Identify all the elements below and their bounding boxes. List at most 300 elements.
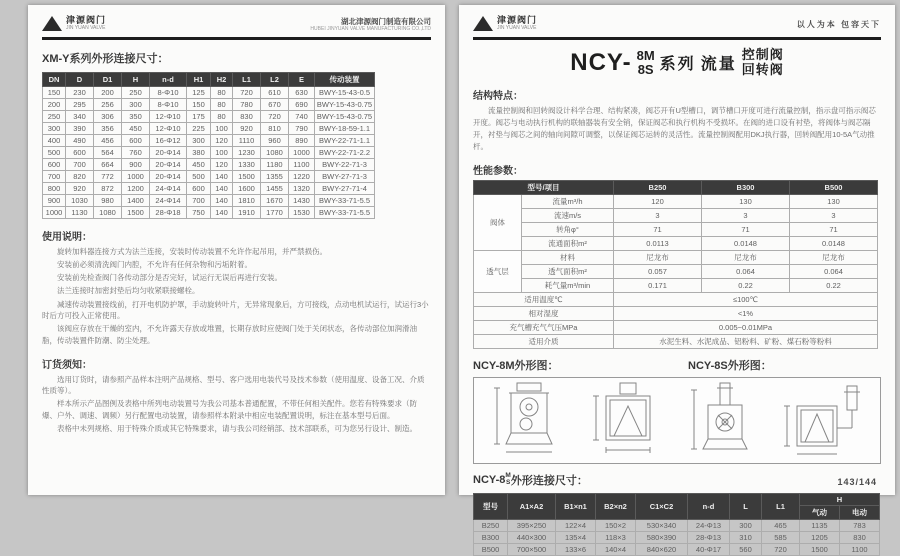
table-cell: 900	[122, 159, 150, 171]
table-cell: 100	[211, 123, 233, 135]
table-cell: 1670	[261, 195, 289, 207]
table-cell: 1500	[800, 543, 840, 555]
table-cell: 0.0113	[614, 236, 702, 250]
table-cell: 250	[43, 111, 66, 123]
table-cell: 840×620	[636, 543, 688, 555]
table-cell: DN	[43, 73, 66, 87]
table-cell: 130	[702, 194, 790, 208]
table-cell: 1100	[289, 159, 315, 171]
table-cell: 564	[94, 147, 122, 159]
table-cell: 1600	[233, 183, 261, 195]
table-row	[474, 194, 878, 208]
page-header	[473, 13, 881, 35]
table-cell: 783	[840, 519, 880, 531]
table-cell: 830	[840, 531, 880, 543]
table-cell: 1080	[94, 207, 122, 219]
table-row	[474, 278, 878, 292]
table-cell: 872	[94, 183, 122, 195]
table-cell: 700	[187, 195, 211, 207]
table-cell: 175	[187, 111, 211, 123]
table-row	[474, 543, 880, 555]
company-logo	[473, 16, 537, 31]
table-cell: 阀体	[474, 194, 522, 250]
table-cell: B300	[702, 180, 790, 194]
paragraph: 选用订货时，请参照产品样本注明产品规格、型号、客户选用电装代号及技术参数（使用温度、设备工况、介质性质等）。	[42, 374, 425, 396]
drawing-title-8m: NCY-8M外形图：	[473, 359, 559, 372]
section-title-dimensions: XM-Y系列外形连接尺寸：	[42, 53, 169, 65]
table-cell: 20-Φ14	[150, 171, 187, 183]
table-cell: 电动	[840, 505, 880, 519]
table-cell: 140	[211, 183, 233, 195]
table-cell: 664	[94, 159, 122, 171]
table-cell: B500	[790, 180, 878, 194]
table-cell: BWY-15-43-0.5	[315, 87, 375, 99]
series-variant-top: 8M	[636, 48, 655, 64]
table-row	[474, 236, 878, 250]
outline-drawings-box	[473, 377, 881, 464]
table-row	[43, 183, 375, 195]
table-cell: 1000	[122, 171, 150, 183]
table-cell: 920	[66, 183, 94, 195]
table-cell: 500	[187, 171, 211, 183]
table-cell: 71	[702, 222, 790, 236]
table-cell: 适用温度℃	[474, 292, 614, 306]
paragraph: 法兰连接时加密封垫后均匀收紧联接螺栓。	[57, 286, 200, 296]
page-header	[42, 13, 431, 35]
table-cell: 256	[94, 99, 122, 111]
table-row	[43, 195, 375, 207]
table-cell: 140	[211, 207, 233, 219]
table-row	[474, 222, 878, 236]
table-cell: D1	[94, 73, 122, 87]
table-cell: 转角φ°	[522, 222, 614, 236]
table-cell: 1430	[289, 195, 315, 207]
table-cell: BWY-27-71-4	[315, 183, 375, 195]
table-row	[43, 135, 375, 147]
table-cell: D	[66, 73, 94, 87]
table-cell: 1500	[122, 207, 150, 219]
table-cell: 490	[66, 135, 94, 147]
table-cell: 1810	[233, 195, 261, 207]
table-cell: 80	[211, 99, 233, 111]
table-cell: 1100	[840, 543, 880, 555]
table-cell: 390	[66, 123, 94, 135]
table-cell: 材料	[522, 250, 614, 264]
drawing-titles	[473, 357, 881, 373]
paragraph: 安装前必须清洗阀门内腔，不允许有任何杂物和污垢附着。	[57, 260, 252, 270]
table-cell: 610	[261, 87, 289, 99]
logo-subtitle: JIN YUAN VALVE	[66, 25, 106, 32]
table-cell: 40-Φ17	[688, 543, 730, 555]
company-name-en: HUBEI JINYUAN VALVE MANUFACTURING CO.,LTD	[310, 25, 431, 32]
table-cell: 456	[94, 135, 122, 147]
valve-type-stack	[742, 48, 784, 78]
table-row	[474, 519, 880, 531]
table-cell: A1×A2	[508, 493, 556, 519]
table-cell: 流速m/s	[522, 208, 614, 222]
table-cell: 80	[211, 87, 233, 99]
table-cell: 140	[211, 171, 233, 183]
table-cell: n-d	[150, 73, 187, 87]
table-cell: 1080	[261, 147, 289, 159]
table-cell: 0.005~0.01MPa	[614, 320, 878, 334]
table-cell: 1530	[289, 207, 315, 219]
table-cell: 600	[187, 183, 211, 195]
ncy-8m-side-drawing	[582, 380, 674, 460]
logo-name: 津源阀门	[497, 15, 538, 26]
table-cell: 1770	[261, 207, 289, 219]
series-title	[473, 48, 881, 78]
table-row	[474, 531, 880, 543]
table-cell: 700×500	[508, 543, 556, 555]
valve-type-top: 控制阀	[741, 47, 784, 62]
table-cell: 12-Φ10	[150, 123, 187, 135]
table-cell: H	[122, 73, 150, 87]
header-rule	[473, 37, 881, 40]
table-row	[43, 159, 375, 171]
table-cell: 700	[66, 159, 94, 171]
paragraph: 旋转加料器连接方式为法兰连接，安装时传动装置不允许作起吊用，并严禁损伤。	[57, 247, 327, 256]
table-cell: 150	[187, 99, 211, 111]
table-cell: 560	[730, 543, 762, 555]
table-cell: B250	[474, 519, 508, 531]
table-cell: 450	[187, 159, 211, 171]
table-cell: 122×4	[556, 519, 596, 531]
table-cell: 71	[614, 222, 702, 236]
table-cell: 尼龙布	[702, 250, 790, 264]
table-header-row	[474, 493, 880, 505]
table-cell: BWY-33-71-5.5	[315, 207, 375, 219]
table-row	[474, 334, 878, 348]
table-cell: 960	[261, 135, 289, 147]
table-cell: 440×300	[508, 531, 556, 543]
catalog-page-right	[459, 5, 895, 554]
table-cell: 3	[702, 208, 790, 222]
table-cell: 772	[94, 171, 122, 183]
paragraph: 表格中未列规格、用于特殊介质或其它特殊要求，请与我公司经销部、技术部联系，可为您另行设计、制造。	[57, 424, 417, 433]
table-cell: 125	[187, 87, 211, 99]
table-cell: 传动装置	[315, 73, 375, 87]
features-title: 结构特点：	[473, 90, 523, 102]
table-cell: L2	[261, 73, 289, 87]
conn-variant-top: M	[505, 472, 511, 480]
table-cell: 465	[762, 519, 800, 531]
table-cell: 530×340	[636, 519, 688, 531]
table-cell: 810	[261, 123, 289, 135]
table-cell: H	[800, 493, 880, 505]
table-cell: 型号	[474, 493, 508, 519]
table-cell: 尼龙布	[614, 250, 702, 264]
table-cell: 1220	[289, 171, 315, 183]
table-cell: 295	[66, 99, 94, 111]
table-cell: 830	[233, 111, 261, 123]
table-cell: 水泥生料、水泥成品、铝粉料、矿粉、煤石粉等粉料	[614, 334, 878, 348]
table-cell: 500	[43, 147, 66, 159]
table-cell: 690	[289, 99, 315, 111]
table-cell: 3	[790, 208, 878, 222]
logo-name: 津源阀门	[66, 15, 107, 26]
table-cell: 1500	[233, 171, 261, 183]
table-cell: 900	[43, 195, 66, 207]
table-cell: 耗气量m³/min	[522, 278, 614, 292]
table-cell: 24-Φ14	[150, 183, 187, 195]
table-cell: 720	[233, 87, 261, 99]
company-name: 湖北津源阀门制造有限公司	[341, 16, 431, 26]
table-cell: BWY-27-71-3	[315, 171, 375, 183]
table-cell: 380	[187, 147, 211, 159]
table-cell: <1%	[614, 306, 878, 320]
table-cell: 1135	[800, 519, 840, 531]
table-cell: BWY-15-43-0.75	[315, 99, 375, 111]
table-cell: 118×3	[596, 531, 636, 543]
table-cell: 920	[233, 123, 261, 135]
table-cell: 135×4	[556, 531, 596, 543]
table-cell: 0.22	[790, 278, 878, 292]
performance-title: 性能参数：	[473, 165, 523, 177]
table-row	[474, 306, 878, 320]
logo-subtitle: JIN YUAN VALVE	[497, 25, 537, 32]
table-cell: 120	[211, 135, 233, 147]
dimension-table	[42, 72, 375, 219]
table-cell: 140×4	[596, 543, 636, 555]
company-logo	[42, 16, 106, 31]
table-cell: 0.22	[702, 278, 790, 292]
table-cell: 760	[122, 147, 150, 159]
table-cell: 780	[233, 99, 261, 111]
table-cell: 310	[730, 531, 762, 543]
table-row	[474, 250, 878, 264]
table-cell: L	[730, 493, 762, 519]
table-cell: BWY-33-71-5.5	[315, 195, 375, 207]
table-row	[474, 208, 878, 222]
table-cell: BWY-22-71-1.1	[315, 135, 375, 147]
table-row	[43, 147, 375, 159]
order-notes	[42, 374, 431, 435]
table-row	[43, 123, 375, 135]
table-cell: 适用介质	[474, 334, 614, 348]
table-cell: 890	[289, 135, 315, 147]
paragraph: 样本所示产品图例及表格中所列电动装置号为我公司基本普通配置，不带任何相关配件。您若有特殊要求（防爆、户外、调速、调频）另行配置电动装置，请参照样本附录中相应电装配置说明，标注在基本型号后面。	[42, 399, 417, 420]
table-cell: L1	[233, 73, 261, 87]
table-cell: 230	[66, 87, 94, 99]
table-cell: 流通面积m²	[522, 236, 614, 250]
table-cell: 1910	[233, 207, 261, 219]
usage-notes-title: 使用说明：	[42, 232, 92, 243]
table-cell: BWY-18-59-1.1	[315, 123, 375, 135]
table-cell: ≤100℃	[614, 292, 878, 306]
table-cell: 透气面积m²	[522, 264, 614, 278]
table-cell: 130	[790, 194, 878, 208]
table-cell: 100	[211, 147, 233, 159]
table-cell: 400	[43, 135, 66, 147]
table-cell: H2	[211, 73, 233, 87]
table-cell: 1230	[233, 147, 261, 159]
series-variant-bottom: 8S	[637, 61, 654, 77]
table-row	[474, 320, 878, 334]
table-cell: 133×6	[556, 543, 596, 555]
table-row	[43, 87, 375, 99]
table-cell: 1320	[289, 183, 315, 195]
table-cell: 630	[289, 87, 315, 99]
table-cell: 600	[66, 147, 94, 159]
ncy-8s-side-drawing	[779, 380, 871, 460]
table-cell: 225	[187, 123, 211, 135]
paragraph: 安装前先检查阀门各传动部分是否完好，试运行无误后再进行安装。	[57, 273, 282, 283]
table-cell: 720	[762, 543, 800, 555]
conn-variant-bottom: S	[505, 478, 511, 486]
table-cell: 16-Φ12	[150, 135, 187, 147]
table-cell: 600	[122, 135, 150, 147]
table-cell: 356	[94, 123, 122, 135]
table-cell: 12-Φ10	[150, 111, 187, 123]
table-cell: 250	[122, 87, 150, 99]
table-cell: 580×390	[636, 531, 688, 543]
table-cell: 24-Φ14	[150, 195, 187, 207]
page-number: 143/144	[837, 477, 877, 487]
table-cell: 340	[66, 111, 94, 123]
paragraph: 该阀应存放在干燥的室内，不允许露天存放或堆置，长期存放时应使阀门处于关闭状态，各传动部位加润滑油脂，传动装置件防潮、防尘处理。	[42, 324, 417, 345]
table-row	[43, 99, 375, 111]
table-cell: 28-Φ13	[688, 531, 730, 543]
table-cell: 相对湿度	[474, 306, 614, 320]
table-cell: 600	[43, 159, 66, 171]
table-cell: 200	[43, 99, 66, 111]
table-cell: 1455	[261, 183, 289, 195]
table-cell: 1110	[233, 135, 261, 147]
table-cell: 1000	[43, 207, 66, 219]
drawing-title-8s: NCY-8S外形图：	[688, 359, 772, 372]
order-notes-title: 订货须知：	[42, 359, 92, 371]
table-cell: 750	[187, 207, 211, 219]
performance-table	[473, 180, 878, 349]
table-cell: 790	[289, 123, 315, 135]
table-cell: B250	[614, 180, 702, 194]
logo-mountain-icon	[473, 16, 493, 31]
table-cell: 0.057	[614, 264, 702, 278]
conn-title-suffix: 外形连接尺寸：	[510, 474, 588, 487]
table-cell: 150	[43, 87, 66, 99]
table-header-row	[43, 73, 375, 87]
conn-title-prefix: NCY-8	[473, 473, 506, 486]
table-cell: 尼龙布	[790, 250, 878, 264]
connection-table	[473, 493, 880, 556]
table-cell: 20-Φ14	[150, 147, 187, 159]
table-row	[43, 111, 375, 123]
table-cell: 24-Φ13	[688, 519, 730, 531]
table-cell: L1	[762, 493, 800, 519]
table-cell: 3	[614, 208, 702, 222]
table-cell: 0.064	[702, 264, 790, 278]
table-cell: 28-Φ18	[150, 207, 187, 219]
table-cell: 350	[122, 111, 150, 123]
table-cell: 720	[261, 111, 289, 123]
table-cell: 1200	[122, 183, 150, 195]
company-slogan: 以人为本 包容天下	[796, 19, 881, 29]
ncy-8s-front-drawing	[680, 380, 772, 460]
table-cell: B300	[474, 531, 508, 543]
table-cell: 80	[211, 111, 233, 123]
table-header-row	[474, 180, 878, 194]
table-cell: 395×250	[508, 519, 556, 531]
table-cell: 1130	[66, 207, 94, 219]
table-cell: 0.0148	[702, 236, 790, 250]
table-row	[474, 264, 878, 278]
table-cell: 306	[94, 111, 122, 123]
table-cell: 0.064	[790, 264, 878, 278]
table-cell: 1205	[800, 531, 840, 543]
table-cell: 71	[790, 222, 878, 236]
table-cell: 300	[43, 123, 66, 135]
table-cell: BWY-15-43-0.75	[315, 111, 375, 123]
table-cell: 200	[94, 87, 122, 99]
table-cell: 1355	[261, 171, 289, 183]
table-cell: 透气层	[474, 250, 522, 292]
table-cell: 1000	[289, 147, 315, 159]
table-cell: 型号/项目	[474, 180, 614, 194]
flow-word: 流量	[700, 56, 737, 74]
table-cell: 740	[289, 111, 315, 123]
table-cell: 充气槽充气气压MPa	[474, 320, 614, 334]
table-cell: 20-Φ14	[150, 159, 187, 171]
table-cell: 0.0148	[790, 236, 878, 250]
catalog-page-left	[28, 5, 445, 495]
usage-notes	[42, 246, 431, 347]
table-cell: 300	[187, 135, 211, 147]
table-cell: 140	[211, 195, 233, 207]
series-word: 系列	[659, 56, 696, 74]
paragraph: 减速传动装置接线前，打开电机防护罩，手动旋转叶片，无异常现象后，方可接线，点动电机试运行，试运行3小时后方可投入正常使用。	[42, 299, 429, 321]
table-cell: 820	[66, 171, 94, 183]
table-cell: 700	[43, 171, 66, 183]
header-rule	[42, 37, 431, 40]
features-text: 流量控制阀和回转阀设计科学合理、结构紧凑，阀芯开有U型槽口，调节槽口开度可进行流量控制，指示盘可指示阀芯开度。阀芯与电动执行机构的联轴器装有安全销，保证阀芯和执行机构不受损坏。在阀的进口设有衬垫，将阀体与阀芯隔开，衬垫与阀芯之间的轴向间隙可调整，以保证阀芯运转的灵活性。流量控制阀配用DKJ执行器，回转阀配用10-5A气动推杆。	[473, 105, 876, 151]
table-cell: 800	[43, 183, 66, 195]
table-cell: 1330	[233, 159, 261, 171]
table-cell: 150×2	[596, 519, 636, 531]
table-cell: 670	[261, 99, 289, 111]
table-cell: 980	[94, 195, 122, 207]
table-row	[474, 292, 878, 306]
table-cell: 585	[762, 531, 800, 543]
table-cell: BWY-22-71-3	[315, 159, 375, 171]
table-cell: C1×C2	[636, 493, 688, 519]
connection-dimensions-title	[473, 472, 881, 488]
table-cell: 120	[614, 194, 702, 208]
table-row	[43, 207, 375, 219]
table-cell: B500	[474, 543, 508, 555]
table-cell: 450	[122, 123, 150, 135]
series-variant-stack	[637, 49, 655, 76]
table-cell: 1400	[122, 195, 150, 207]
table-cell: B1×n1	[556, 493, 596, 519]
logo-mountain-icon	[42, 16, 62, 31]
table-cell: 1030	[66, 195, 94, 207]
table-cell: 300	[730, 519, 762, 531]
table-cell: 8-Φ10	[150, 87, 187, 99]
table-cell: 流量m³/h	[522, 194, 614, 208]
table-cell: B2×n2	[596, 493, 636, 519]
table-cell: 0.171	[614, 278, 702, 292]
table-cell: E	[289, 73, 315, 87]
table-row	[43, 171, 375, 183]
valve-type-bottom: 回转阀	[741, 61, 784, 77]
table-cell: 气动	[800, 505, 840, 519]
table-cell: BWY-22-71-2.2	[315, 147, 375, 159]
table-cell: 120	[211, 159, 233, 171]
table-cell: n-d	[688, 493, 730, 519]
table-cell: H1	[187, 73, 211, 87]
ncy-8m-front-drawing	[483, 380, 575, 460]
